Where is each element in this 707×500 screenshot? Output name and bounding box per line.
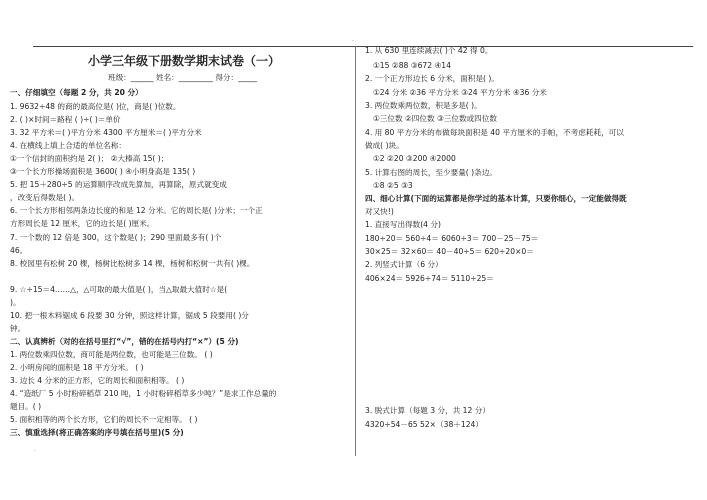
question-line: 做成( )块。 — [365, 141, 404, 150]
calc-row: 30×25＝ 32×60＝ 40－40÷5＝ 620÷20×0＝ — [365, 247, 534, 256]
column-divider — [355, 46, 356, 456]
section-3-heading: 三、慎重选择(将正确答案的序号填在括号里)(5 分) — [10, 428, 184, 437]
calc-row: 406×24＝ 5926÷74＝ 5110÷25＝ — [365, 274, 494, 283]
question-line: 2. 小明房间的面积是 18 平方分米。 ( ) — [10, 363, 144, 372]
question-line: 3. 边长 4 分米的正方形，它的周长和面积相等。 ( ) — [10, 376, 185, 385]
question-line: 3. 脱式计算（每题 3 分，共 12 分） — [365, 406, 490, 415]
question-line: 4. 在横线上填上合适的单位名称： — [10, 141, 126, 150]
student-info-line: 班级：______ 姓名：_________ 得分：_____ — [108, 73, 258, 82]
option-line: ①15 ②88 ③672 ④14 — [373, 61, 451, 70]
question-line: 4. 用 80 平方分米的布做每块面积是 40 平方厘米的手帕，不考虑耗耗，可以 — [365, 128, 624, 137]
question-line: ，改变后得数是( )。 — [10, 193, 80, 202]
exam-title: 小学三年级下册数学期末试卷（一） — [88, 54, 281, 68]
question-line: 10. 把一根木料锯成 6 段要 30 分钟，照这样计算，锯成 5 段要用( )分 — [10, 311, 249, 320]
question-line: 46。 — [10, 246, 28, 255]
question-line: 1. 两位数乘四位数，商可能是两位数，也可能是三位数。 ( ) — [10, 350, 213, 359]
question-line: 1. 从 630 里连续减去( )个 42 得 0。 — [365, 46, 493, 55]
question-line: 9. ☆÷15＝4……△，△可取的最大值是( )，当△取最大值时☆是( — [10, 285, 228, 294]
question-line: 5. 计算右图的周长，至少要量( )条边。 — [365, 168, 497, 177]
question-line: 2. ( )×时间＝路程 ( )÷( )＝单价 — [10, 115, 121, 124]
question-line: 对又快!) — [365, 207, 394, 216]
question-line: 2. 列竖式计算（6 分） — [365, 260, 443, 269]
section-4-heading: 四、细心计算(下面的运算都是你学过的基本计算，只要你细心，一定能做得既 — [365, 194, 627, 203]
question-line: ①一个信封的面积约是 2( )； ②大榛高 15( )； — [10, 154, 169, 163]
top-rule — [33, 46, 693, 47]
question-line: 3. 32 平方米＝( )平方分米 4300 平方厘米＝( )平方分米 — [10, 128, 202, 137]
question-line: 4. “造纸厂 5 小时粉碎稻草 210 吨，1 小时粉碎稻草多少吨？”是求工作总量的 — [10, 389, 277, 398]
question-line: 1. 直接写出得数(4 分) — [365, 220, 441, 229]
question-line: 2. 一个正方形边长 6 分米，面积是( )。 — [365, 74, 499, 83]
question-line: 8. 校园里有松树 20 棵，杨树比松树多 14 棵，杨树和松树一共有( )棵。 — [10, 259, 255, 268]
option-line: ①三位数 ②四位数 ③三位数或四位数 — [373, 114, 497, 123]
question-line: 方形周长是 12 厘米，它的边长是( )厘米。 — [10, 219, 155, 228]
section-1-heading: 一、仔细填空（每题 2 分，共 20 分） — [10, 88, 143, 97]
question-line: 1. 9632÷48 的商的最高位是( )位，商是( )位数。 — [10, 102, 181, 111]
question-line: )。 — [10, 298, 21, 307]
question-line: 5. 把 15＋280÷5 的运算顺序改成先算加，再算除，原式就变成 — [10, 180, 227, 189]
section-2-heading: 二、认真辨析（对的在括号里打“√”，错的在括号内打“×”）(5 分) — [10, 337, 239, 346]
question-line: ③一个长方形操场面积是 3600( ) ④小明身高是 135( ) — [10, 167, 196, 176]
page-mark: · — [34, 448, 36, 455]
option-line: ①8 ②5 ③3 — [373, 181, 413, 190]
page-mark: · — [352, 38, 354, 45]
calc-row: 4320÷54－65 52×（38＋124） — [365, 420, 483, 429]
question-line: 7. 一个数的 12 倍是 300，这个数是( )；290 里面最多有( )个 — [10, 233, 222, 242]
calc-row: 180÷20＝ 560÷4＝ 6060÷3＝ 700－25－75＝ — [365, 234, 539, 243]
option-line: ①2 ②20 ③200 ④2000 — [373, 154, 456, 163]
question-line: 题目。( ) — [10, 402, 42, 411]
question-line: 5. 面积相等的两个长方形，它们的周长不一定相等。 ( ) — [10, 415, 198, 424]
question-line: 3. 两位数乘两位数，积是多是( )。 — [365, 101, 482, 110]
option-line: ①24 分米 ②36 平方分米 ③24 平方分米 ④36 分米 — [373, 88, 547, 97]
question-line: 6. 一个长方形相邻两条边长度的和是 12 分米。它的周长是( )分米；一个正 — [10, 206, 263, 215]
question-line: 钟。 — [10, 324, 26, 333]
